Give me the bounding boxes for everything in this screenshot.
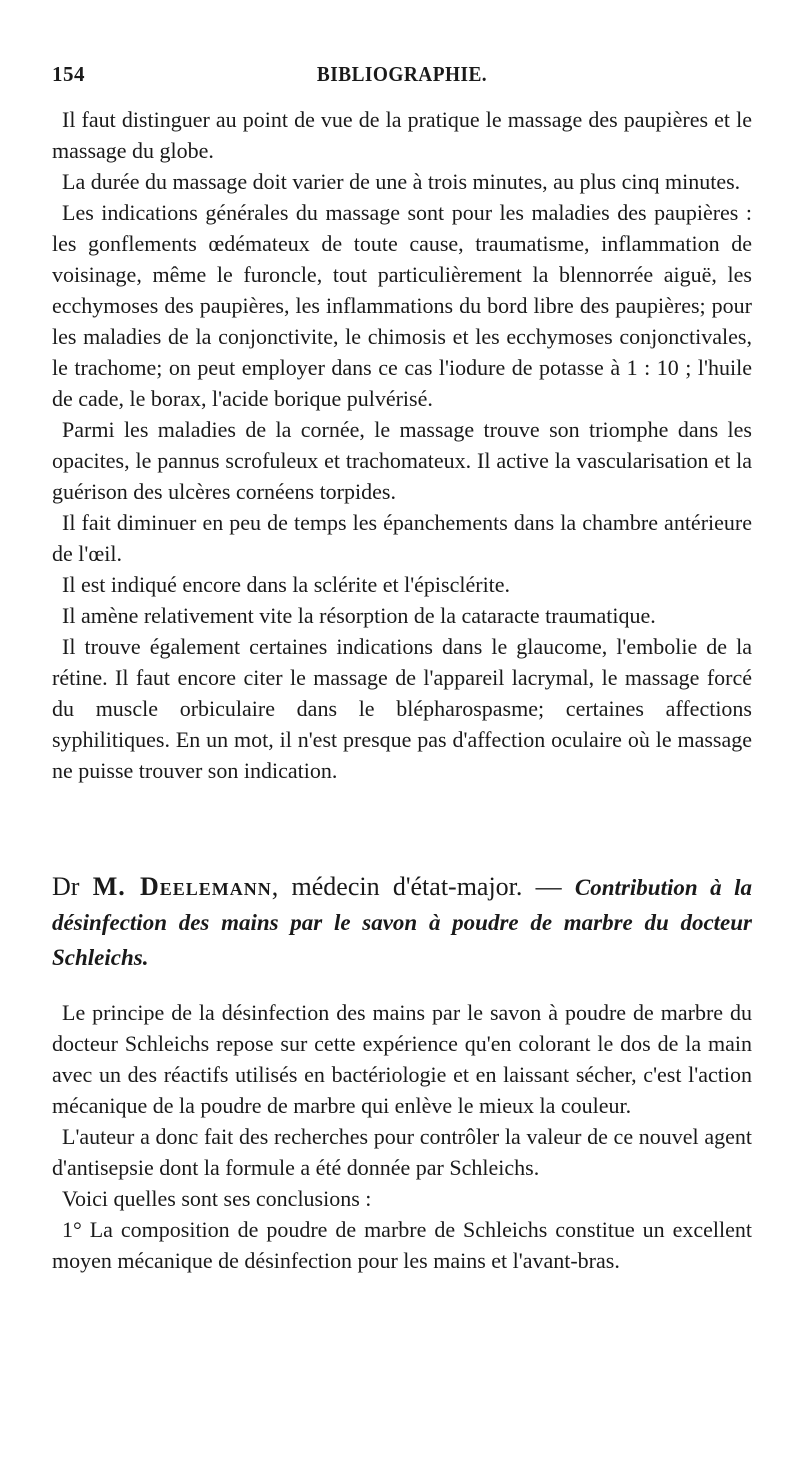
- paragraph: L'auteur a donc fait des recherches pour contrôler la valeur de ce nouvel agent d'antisepsie dont la formule a été donnée par Schleichs.: [52, 1124, 752, 1180]
- author-affiliation: médecin d'état-major.: [291, 872, 523, 901]
- bibliography-entry: [52, 870, 752, 1276]
- paragraph: Il faut distinguer au point de vue de la pratique le massage des paupières et le massage du globe.: [52, 107, 752, 163]
- running-title: BIBLIOGRAPHIE.: [316, 62, 488, 86]
- paragraph: La durée du massage doit varier de une à trois minutes, au plus cinq minutes.: [62, 169, 741, 194]
- paragraph: Il trouve également certaines indications dans le glaucome, l'embolie de la rétine. Il faut encore citer le massage de l'appareil lacrymal, le massage forcé du muscle orbiculaire dans le blépharospasme; certaines affections syphilitiques. En un mot, il n'est presque pas d'affection oculaire où le massage ne puisse trouver son indication.: [52, 634, 752, 783]
- author-name: M. Deelemann: [92, 872, 272, 901]
- page-header: [52, 58, 752, 88]
- page-number: 154: [52, 62, 85, 86]
- author-title: Dr: [52, 872, 80, 901]
- paragraph: Parmi les maladies de la cornée, le massage trouve son triomphe dans les opacites, le pannus scrofuleux et trachomateux. Il active la vascularisation et la guérison des ulcères cornéens torpides.: [52, 417, 752, 504]
- paragraph: Il est indiqué encore dans la sclérite et l'épisclérite.: [62, 572, 511, 597]
- body-text: [52, 104, 752, 786]
- paragraph: Le principe de la désinfection des mains par le savon à poudre de marbre du docteur Schleichs repose sur cette expérience qu'en colorant le dos de la main avec un des réactifs utilisés en bactériologie et en laissant sécher, c'est l'action mécanique de la poudre de marbre qui enlève le mieux la couleur.: [52, 1000, 752, 1118]
- entry-heading: Dr M. Deelemann, médecin d'état-major. — Contribution à la désinfection des mains par le savon à poudre de marbre du docteur Schleichs.: [52, 872, 753, 970]
- paragraph: Il amène relativement vite la résorption de la cataracte traumatique.: [62, 603, 656, 628]
- heading-dash: —: [535, 872, 562, 901]
- paragraph: Il fait diminuer en peu de temps les épanchements dans la chambre antérieure de l'œil.: [52, 510, 752, 566]
- work-title: Contribution à la désinfection des mains par le savon à poudre de marbre du docteur Schleichs.: [52, 875, 753, 970]
- paragraph: 1° La composition de poudre de marbre de Schleichs constitue un excellent moyen mécanique de désinfection pour les mains et l'avant-bras.: [52, 1217, 752, 1273]
- paragraph: Voici quelles sont ses conclusions :: [62, 1186, 372, 1211]
- paragraph: Les indications générales du massage sont pour les maladies des paupières : les gonflements œdémateux de toute cause, traumatisme, inflammation de voisinage, même le furoncle, tout particulièrement la blennorrée aiguë, les ecchymoses des paupières, les inflammations du bord libre des paupières; pour les maladies de la conjonctivite, le chimosis et les ecchymoses conjonctivales, le trachome; on peut employer dans ce cas l'iodure de potasse à 1 : 10 ; l'huile de cade, le borax, l'acide borique pulvérisé.: [52, 200, 752, 411]
